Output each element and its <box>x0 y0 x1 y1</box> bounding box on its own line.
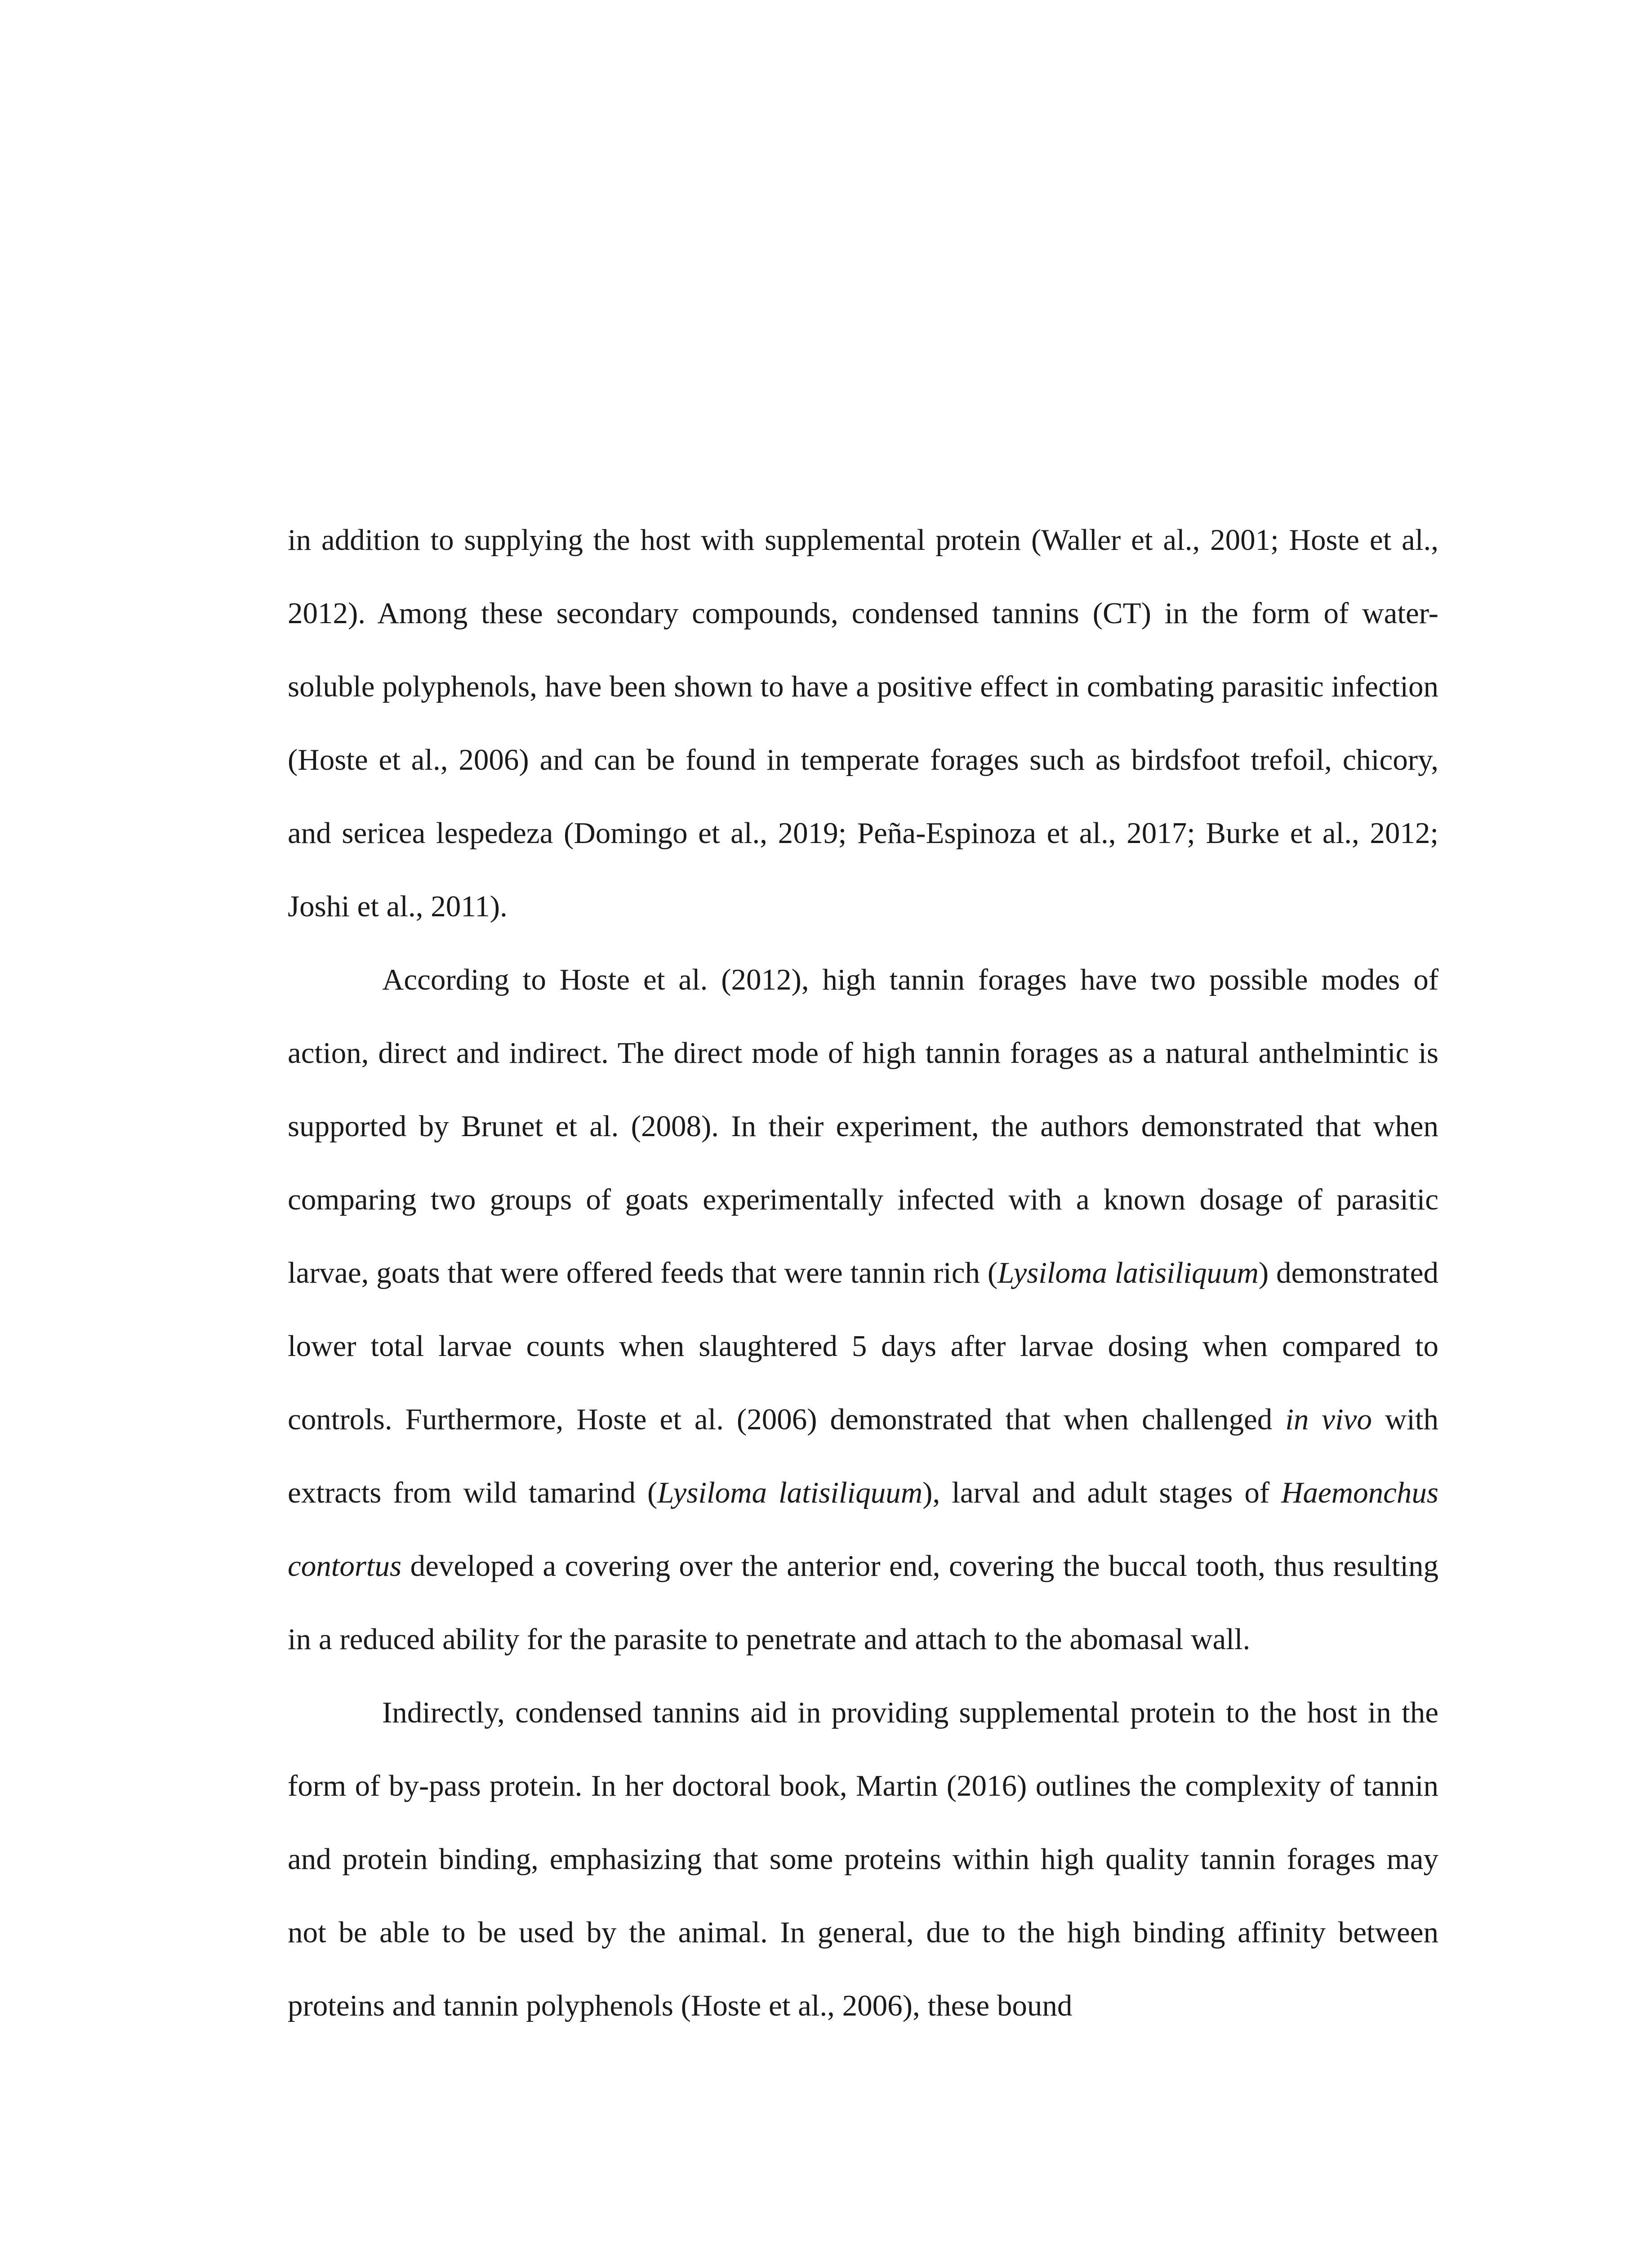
text-run: ) demonstrated lower total larvae counts when slaughtered 5 days after larvae dosing when compared to controls. Furthermore, Hoste et al. (2006) demonstrated that when challenged <box>288 1256 1438 1436</box>
paragraph-1 <box>288 504 1438 943</box>
italic-text-run: Lysiloma latisiliquum <box>657 1476 923 1509</box>
italic-text-run: Lysiloma latisiliquum <box>997 1256 1259 1289</box>
text-run: in addition to supplying the host with supplemental protein (Waller et al., 2001; Hoste et al., 2012). Among these secondary compounds, condensed tannins (CT) in the form of water-soluble polyphenols, have been shown to have a positive effect in combating parasitic infection (Hoste et al., 2006) and can be found in temperate forages such as birdsfoot trefoil, chicory, and sericea lespedeza (Domingo et al., 2019; Peña-Espinoza et al., 2017; Burke et al., 2012; Joshi et al., 2011). <box>288 523 1438 923</box>
text-run: According to Hoste et al. (2012), high tannin forages have two possible modes of action, direct and indirect. The direct mode of high tannin forages as a natural anthelmintic is supported by Brunet et al. (2008). In their experiment, the authors demonstrated that when comparing two groups of goats experimentally infected with a known dosage of parasitic larvae, goats that were offered feeds that were tannin rich ( <box>288 963 1438 1289</box>
text-run: with extracts from wild tamarind ( <box>288 1403 1439 1509</box>
paragraph-3 <box>288 1676 1438 2043</box>
text-run: developed a covering over the anterior end, covering the buccal tooth, thus resulting in a reduced ability for the parasite to penetrate and attach to the abomasal wall. <box>288 1549 1438 1656</box>
italic-text-run: Haemonchus contortus <box>288 1476 1438 1583</box>
text-run: ), larval and adult stages of <box>922 1476 1282 1509</box>
text-run: Indirectly, condensed tannins aid in providing supplemental protein to the host in the form of by-pass protein. In her doctoral book, Martin (2016) outlines the complexity of tannin and protein binding, emphasizing that some proteins within high quality tannin forages may not be able to be used by the animal. In general, due to the high binding affinity between proteins and tannin polyphenols (Hoste et al., 2006), these bound <box>288 1696 1438 2022</box>
paragraph-2 <box>288 943 1438 1676</box>
body-text <box>288 504 1438 2043</box>
italic-text-run: in vivo <box>1285 1403 1372 1436</box>
